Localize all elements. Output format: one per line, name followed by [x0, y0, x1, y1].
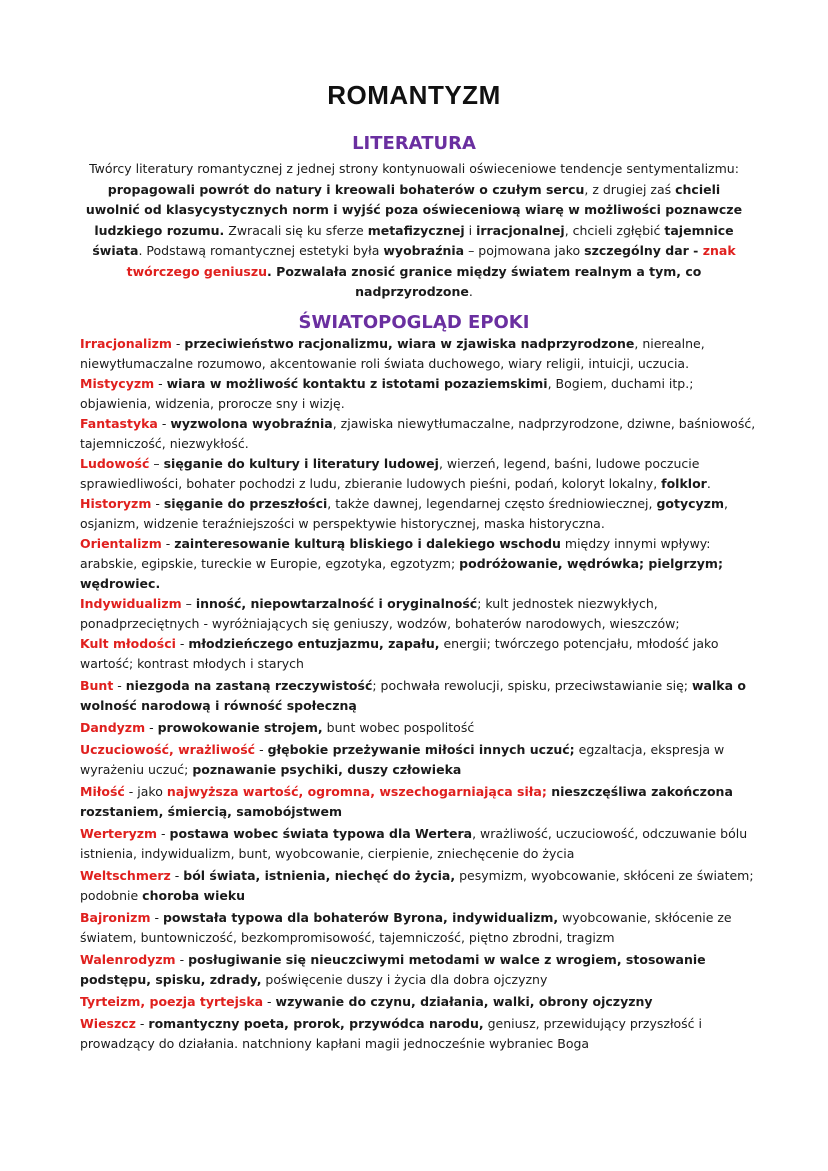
worldview-term-list	[80, 334, 760, 1054]
emphasis-text: wzywanie do czynu, działania, walki, obrony ojczyzny	[275, 994, 653, 1009]
emphasis-text: prowokowanie strojem,	[157, 720, 323, 735]
term-name: Dandyzm	[80, 720, 146, 735]
term-entry	[80, 950, 760, 990]
term-entry	[80, 718, 760, 738]
term-name: Orientalizm	[80, 536, 162, 551]
term-name: Bunt	[80, 678, 114, 693]
emphasis-text: ból świata, istnienia, niechęć do życia,	[183, 868, 456, 883]
body-text: Zwracali się ku sferze	[224, 222, 368, 238]
body-text: egzaltacja, ekspresja w wyrażeniu uczuć;	[80, 742, 725, 777]
emphasis-text: .	[267, 263, 277, 279]
term-entry	[80, 866, 760, 906]
body-text: ; pochwała rewolucji, spisku, przeciwstawianie się;	[372, 678, 692, 693]
emphasis-text: wiara w możliwość kontaktu z istotami pozaziemskimi	[166, 376, 548, 391]
term-entry	[80, 534, 760, 594]
term-name: Indywidualizm	[80, 596, 182, 611]
body-text: , osjanizm, widzenie teraźniejszości w perspektywie historycznej, maska historyczna.	[80, 496, 728, 531]
emphasis-text: zainteresowanie kulturą bliskiego i dalekiego wschodu	[174, 536, 561, 551]
body-text: -	[154, 376, 167, 391]
body-text: -	[145, 720, 158, 735]
body-text: - jako	[124, 784, 167, 799]
term-entry	[80, 454, 760, 494]
term-name: Uczuciowość, wrażliwość	[80, 742, 256, 757]
body-text: –	[149, 456, 164, 471]
emphasis-text: przeciwieństwo racjonalizmu, wiara w zjawiska nadprzyrodzone	[184, 336, 635, 351]
emphasis-text: najwyższa wartość, ogromna, wszechogarniająca siła;	[166, 784, 547, 799]
body-text: wyobcowanie, skłócenie ze światem, buntowniczość, bezkompromisowość, tajemniczość, piętno zbrodni, tragizm	[80, 910, 732, 945]
section-heading-literatura: LITERATURA	[352, 133, 476, 154]
emphasis-text: walka o wolność narodową i równość społeczną	[80, 678, 746, 713]
term-entry	[80, 824, 760, 864]
body-text: – pojmowana jako	[464, 243, 585, 258]
term-name: Historyzm	[80, 496, 152, 511]
term-name: Kult młodości	[80, 636, 176, 651]
term-name: Mistycyzm	[80, 376, 155, 391]
emphasis-text: szczególny dar -	[584, 243, 703, 258]
body-text: -	[263, 994, 276, 1009]
term-entry	[80, 414, 760, 454]
term-entry	[80, 494, 760, 534]
emphasis-text: wyobraźnia	[383, 243, 465, 258]
body-text: bunt wobec pospolitość	[322, 720, 475, 735]
term-name: Tyrteizm, poezja tyrtejska	[80, 994, 264, 1009]
body-text: , także dawnej, legendarnej często średniowiecznej,	[327, 496, 657, 511]
emphasis-text: poznawanie psychiki, duszy człowieka	[192, 762, 462, 777]
body-text: .	[468, 284, 473, 299]
body-text: między innymi wpływy: arabskie, egipskie, tureckie w Europie, egzotyka, egzotyzm;	[80, 536, 711, 571]
body-text: -	[171, 336, 185, 351]
emphasis-text: postawa wobec świata typowa dla Wertera	[169, 826, 473, 841]
term-name: Irracjonalizm	[80, 336, 172, 351]
emphasis-text: młodzieńczego entuzjazmu, zapału,	[188, 636, 440, 651]
term-name: Wieszcz	[80, 1016, 136, 1031]
body-text: i	[464, 222, 477, 238]
emphasis-text: folklor	[661, 476, 707, 491]
term-name: Bajronizm	[80, 910, 151, 925]
term-name: Miłość	[80, 784, 125, 799]
emphasis-text: głębokie przeżywanie miłości innych uczuć;	[267, 742, 575, 757]
emphasis-text: tajemnice świata	[92, 222, 734, 258]
term-entry	[80, 1014, 760, 1054]
body-text: , Bogiem, duchami itp.; objawienia, widzenia, prorocze sny i wizję.	[80, 376, 694, 411]
emphasis-text: znak twórczego geniuszu	[126, 243, 736, 279]
page-title: ROMANTYZM	[327, 80, 501, 110]
body-text: poświęcenie duszy i życia dla dobra ojczyzny	[261, 972, 548, 987]
term-name: Weltschmerz	[80, 868, 171, 883]
body-text: .	[706, 476, 711, 491]
body-text: -	[175, 952, 189, 967]
body-text: -	[170, 868, 184, 883]
emphasis-text: niezgoda na zastaną rzeczywistość	[125, 678, 373, 693]
body-text: -	[113, 678, 126, 693]
body-text: -	[161, 536, 175, 551]
emphasis-text: irracjonalnej	[476, 222, 565, 238]
body-text: -	[157, 826, 170, 841]
body-text: –	[181, 596, 196, 611]
body-text: -	[150, 910, 163, 925]
term-entry	[80, 594, 760, 634]
body-text: , nierealne, niewytłumaczalne rozumowo, akcentowanie roli świata duchowego, wiary religii, intuicji, uczucia.	[80, 336, 705, 371]
body-text: -	[157, 416, 171, 431]
body-text: -	[135, 1016, 149, 1031]
emphasis-text: inność, niepowtarzalność i oryginalność	[195, 596, 478, 611]
body-text: -	[151, 496, 164, 511]
term-name: Walenrodyzm	[80, 952, 176, 967]
emphasis-text: propagowali powrót do natury i kreowali bohaterów o czułym sercu	[107, 181, 585, 197]
body-text: , wierzeń, legend, baśni, ludowe poczucie sprawiedliwości, bohater pochodzi z ludu, zbieranie ludowych pieśni, podań, koloryt lokalny,	[80, 456, 700, 491]
intro-paragraph	[80, 159, 748, 303]
body-text: energii; twórczego potencjału, młodość jako wartość; kontrast młodych i starych	[80, 636, 719, 671]
body-text: , wrażliwość, uczuciowość, odczuwanie bólu istnienia, indywidualizm, bunt, wyobcowanie, cierpienie, zniechęcenie do życia	[80, 826, 748, 861]
section-heading-swiatopoglad: ŚWIATOPOGLĄD EPOKI	[298, 312, 530, 333]
emphasis-text: Pozwalała znosić granice między światem realnym a tym, co nadprzyrodzone	[276, 263, 702, 299]
emphasis-text: nieszczęśliwa zakończona rozstaniem, śmiercią, samobójstwem	[80, 784, 733, 819]
term-entry	[80, 908, 760, 948]
term-entry	[80, 634, 760, 674]
emphasis-text: sięganie do kultury i literatury ludowej	[163, 456, 439, 471]
term-name: Werteryzm	[80, 826, 158, 841]
emphasis-text: sięganie do przeszłości	[163, 496, 328, 511]
term-entry	[80, 676, 760, 716]
emphasis-text: metafizycznej	[367, 222, 465, 238]
term-entry	[80, 992, 760, 1012]
body-text: , chcieli zgłębić	[564, 222, 665, 238]
emphasis-text: chcieli uwolnić od klasycystycznych norm i wyjść poza oświeceniową wiarę w możliwości poznawcze ludzkiego rozumu.	[85, 181, 743, 238]
emphasis-text: choroba wieku	[142, 888, 246, 903]
term-name: Fantastyka	[80, 416, 158, 431]
body-text: pesymizm, wyobcowanie, skłóceni ze światem; podobnie	[80, 868, 754, 903]
term-name: Ludowość	[80, 456, 150, 471]
term-entry	[80, 782, 760, 822]
term-entry	[80, 740, 760, 780]
body-text: geniusz, przewidujący przyszłość i prowadzący do działania. natchniony kapłani magii jednocześnie wybraniec Boga	[80, 1016, 702, 1051]
term-entry	[80, 334, 760, 374]
emphasis-text: wyzwolona wyobraźnia	[170, 416, 333, 431]
emphasis-text: romantyczny poeta, prorok, przywódca narodu,	[148, 1016, 484, 1031]
body-text: , z drugiej zaś	[584, 181, 676, 197]
emphasis-text: podróżowanie, wędrówka; pielgrzym; wędrowiec.	[80, 556, 723, 591]
emphasis-text: powstała typowa dla bohaterów Byrona, indywidualizm,	[162, 910, 559, 925]
body-text: , zjawiska niewytłumaczalne, nadprzyrodzone, dziwne, baśniowość, tajemniczość, niezwykłość.	[80, 416, 756, 451]
body-text: -	[175, 636, 189, 651]
term-entry	[80, 374, 760, 414]
body-text: Twórcy literatury romantycznej z jednej strony kontynuowali oświeceniowe tendencje sentymentalizmu:	[89, 161, 739, 176]
body-text: . Podstawą romantycznej estetyki była	[138, 243, 384, 258]
emphasis-text: posługiwanie się nieuczciwymi metodami w walce z wrogiem, stosowanie podstępu, spisku, zdrady,	[80, 952, 706, 987]
body-text: -	[255, 742, 268, 757]
body-text: ; kult jednostek niezwykłych, ponadprzeciętnych - wyróżniających się geniuszy, wodzów, bohaterów narodowych, wieszczów;	[80, 596, 680, 631]
emphasis-text: gotycyzm	[656, 496, 724, 511]
